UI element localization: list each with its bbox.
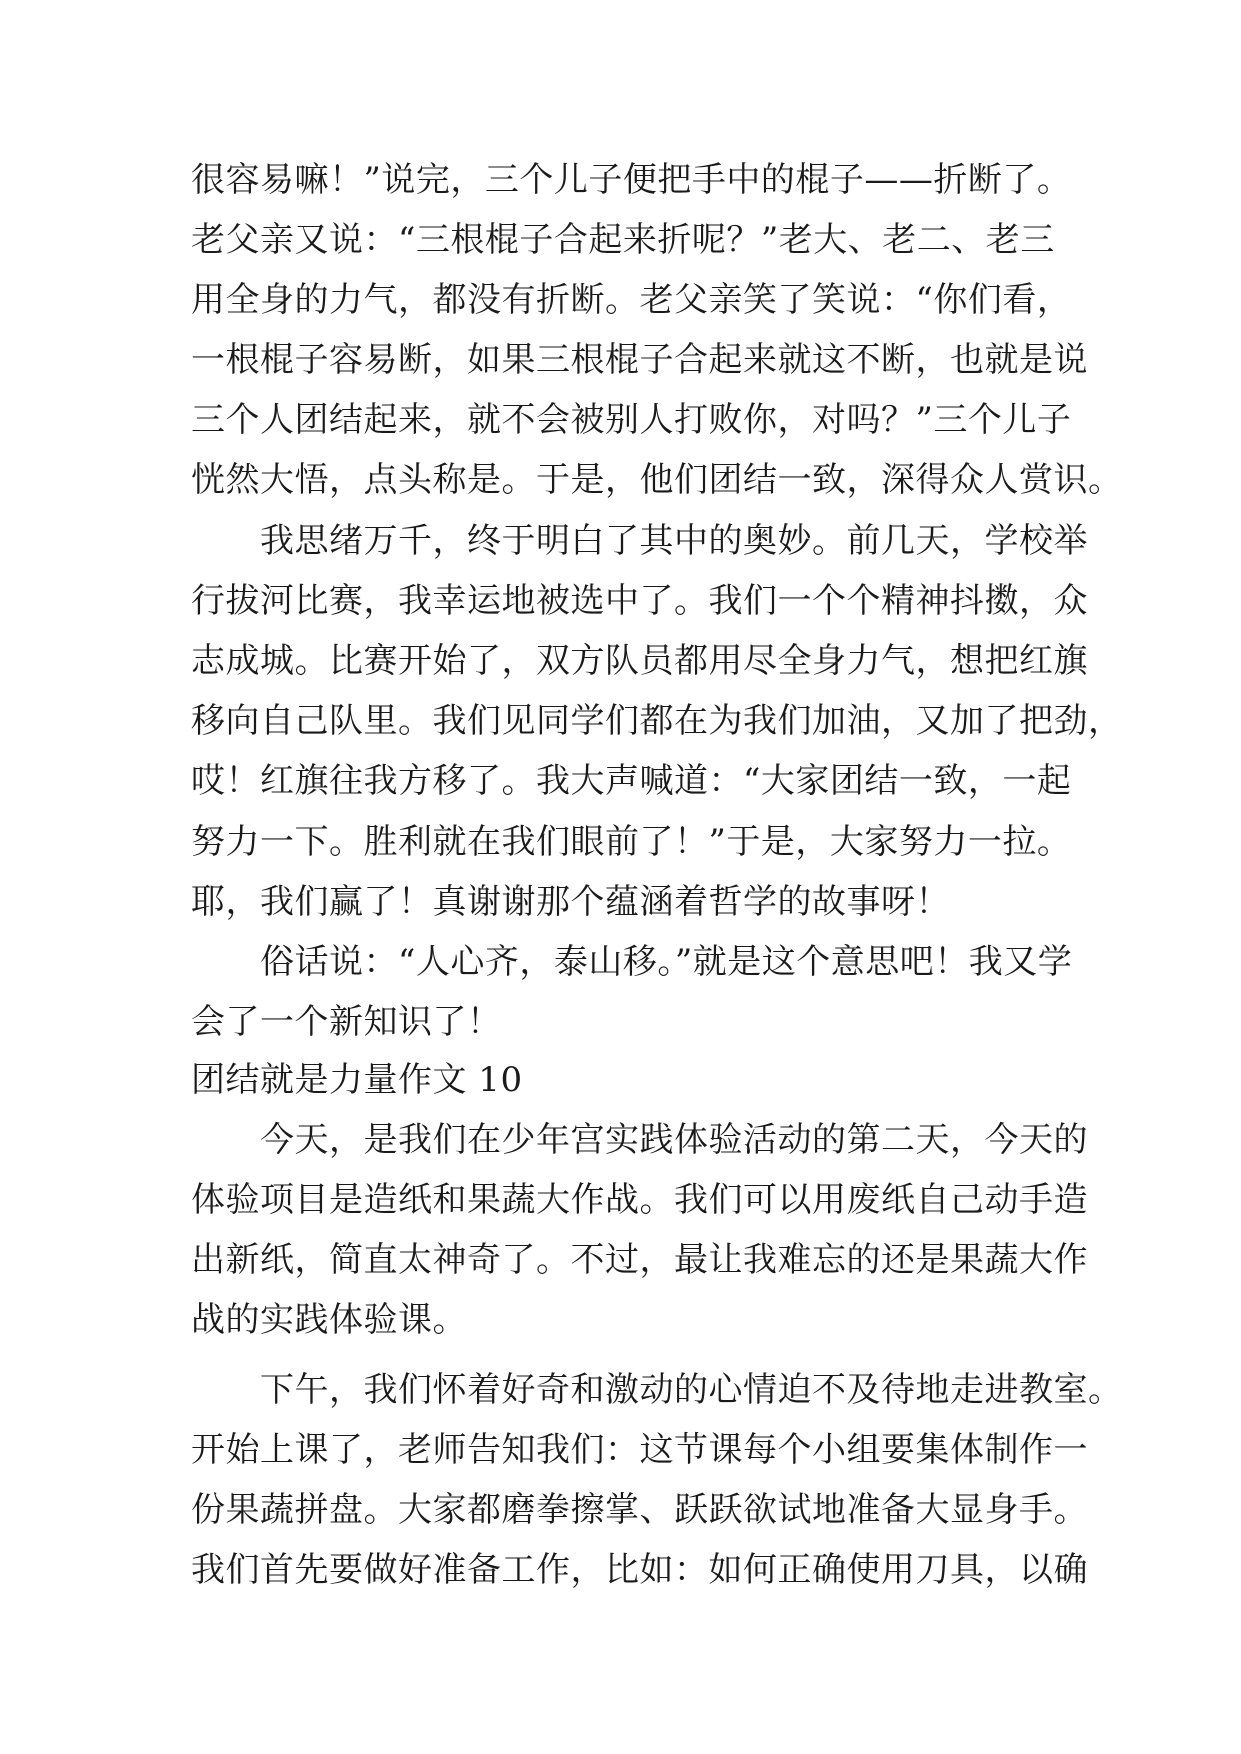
text-line: 耶，我们赢了！真谢谢那个蕴涵着哲学的故事呀！ bbox=[191, 882, 950, 922]
text-line: 战的实践体验课。 bbox=[191, 1300, 467, 1340]
text-line: 行拔河比赛，我幸运地被选中了。我们一个个精神抖擞，众 bbox=[191, 581, 1088, 621]
text-line: 下午，我们怀着好奇和激动的心情迫不及待地走进教室。 bbox=[191, 1370, 1123, 1410]
text-line: 今天，是我们在少年宫实践体验活动的第二天，今天的 bbox=[191, 1120, 1088, 1160]
text-line: 开始上课了，老师告知我们：这节课每个小组要集体制作一 bbox=[191, 1430, 1088, 1470]
text-line: 出新纸，简直太神奇了。不过，最让我难忘的还是果蔬大作 bbox=[191, 1240, 1088, 1280]
text-line: 会了一个新知识了！ bbox=[191, 1002, 502, 1042]
text-line: 一根棍子容易断，如果三根棍子合起来就这不断，也就是说 bbox=[191, 340, 1088, 380]
text-line: 俗话说：“人心齐，泰山移。”就是这个意思吧！我又学 bbox=[191, 942, 1073, 982]
text-line: 努力一下。胜利就在我们眼前了！”于是，大家努力一拉。 bbox=[191, 822, 1072, 862]
text-line: 用全身的力气，都没有折断。老父亲笑了笑说：“你们看， bbox=[191, 280, 1072, 320]
section-heading: 团结就是力量作文 10 bbox=[191, 1060, 523, 1100]
text-line: 三个人团结起来，就不会被别人打败你，对吗？”三个儿子 bbox=[191, 400, 1072, 440]
text-line: 我思绪万千，终于明白了其中的奥妙。前几天，学校举 bbox=[191, 521, 1088, 561]
text-line: 体验项目是造纸和果蔬大作战。我们可以用废纸自己动手造 bbox=[191, 1180, 1088, 1220]
text-line: 份果蔬拼盘。大家都磨拳擦掌、跃跃欲试地准备大显身手。 bbox=[191, 1490, 1088, 1530]
text-line: 移向自己队里。我们见同学们都在为我们加油，又加了把劲， bbox=[191, 701, 1123, 741]
text-line: 哎！红旗往我方移了。我大声喊道：“大家团结一致，一起 bbox=[191, 761, 1072, 801]
text-line: 我们首先要做好准备工作，比如：如何正确使用刀具，以确 bbox=[191, 1550, 1088, 1590]
text-line: 恍然大悟，点头称是。于是，他们团结一致，深得众人赏识。 bbox=[191, 460, 1123, 500]
text-line: 很容易嘛！”说完，三个儿子便把手中的棍子——折断了。 bbox=[191, 160, 1072, 200]
text-line: 志成城。比赛开始了，双方队员都用尽全身力气，想把红旗 bbox=[191, 641, 1088, 681]
text-line: 老父亲又说：“三根棍子合起来折呢？”老大、老二、老三 bbox=[191, 220, 1055, 260]
